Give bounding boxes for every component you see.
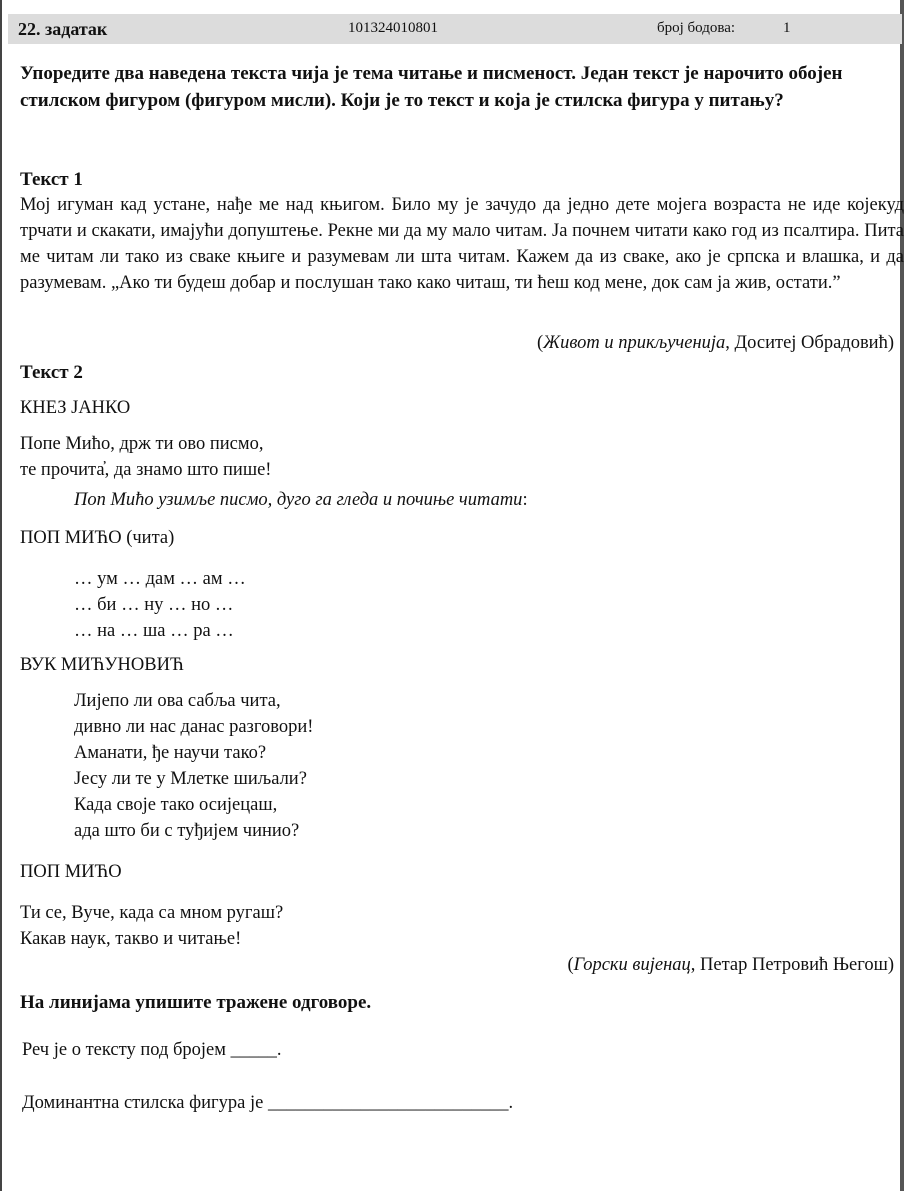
verse-line: Лијепо ли ова сабља чита, — [74, 691, 281, 711]
answer2-prefix: Доминантна стилска фигура је — [22, 1093, 264, 1113]
speaker3-lines — [74, 688, 313, 844]
verse-line: … на … ша … ра … — [74, 621, 234, 641]
speaker-pop-mico-reading: ПОП МИЋО (чита) — [20, 528, 175, 548]
verse-line: … ум … дам … ам … — [74, 569, 246, 589]
answer1-blank[interactable]: _____ — [230, 1040, 277, 1060]
answer1-suffix: . — [276, 1040, 282, 1060]
verse-line: Јесу ли те у Млетке шиљали? — [74, 769, 307, 789]
stage-direction — [74, 490, 528, 511]
task-header-bar — [8, 14, 902, 44]
speaker4-lines — [20, 900, 283, 952]
verse-line: Ти се, Вуче, када са мном ругаш? — [20, 903, 284, 923]
verse-line: Попе Мићо, држ ти ово писмо, — [20, 434, 264, 454]
verse-line: Када своје тако осијецаш, — [74, 795, 278, 815]
text2-source-title: Горски вијенац — [573, 955, 691, 975]
stage-direction-colon: : — [522, 490, 528, 510]
verse-line: … би … ну … но … — [74, 595, 234, 615]
answer1-prefix: Реч је о тексту под бројем — [22, 1040, 226, 1060]
points-label: број бодова: — [657, 20, 736, 36]
text2-heading: Текст 2 — [20, 362, 83, 383]
text1-heading: Текст 1 — [20, 169, 83, 190]
speaker-pop-mico: ПОП МИЋО — [20, 862, 122, 882]
speaker-knez-janko: КНЕЗ ЈАНКО — [20, 398, 131, 418]
verse-line: ада што би с туђијем чинио? — [74, 821, 300, 841]
text2-source-author: , Петар Петровић Његош) — [690, 955, 894, 975]
task-number: 22. задатак — [18, 19, 108, 39]
text1-source-title: Живот и прикљученија — [543, 333, 726, 353]
speaker1-lines — [20, 431, 271, 483]
speaker2-lines — [74, 566, 246, 644]
answer2-suffix: . — [508, 1093, 514, 1113]
answer2-blank[interactable]: __________________________ — [267, 1093, 509, 1113]
answer1-row — [22, 1040, 281, 1061]
text2-source-open: ( — [567, 955, 574, 975]
verse-line: Аманати, ђе научи тако? — [74, 743, 267, 763]
stage-direction-text: Поп Мићо узимље писмо, дуго га гледа и почиње читати — [74, 490, 523, 510]
text1-source-author: , Доситеј Обрадовић) — [725, 333, 894, 353]
text2-source — [567, 955, 894, 976]
answer2-row — [22, 1093, 513, 1114]
text1-body: Мој игуман кад устане, нађе ме над књигом. Било му је зачудо да једно дете мојега возраста не иде којекуд трчати и скакати, имајући допуштење. Рекне ми да му мало читам. Ја почнем читати како год из псалтира. Пита ме читам ли тако из сваке књиге и разумевам ли шта читам. Кажем да из сваке, ако је српска и влашка, и да разумевам. „Ако ти будеш добар и послушан тако како читаш, ти ћеш код мене, док сам ја жив, остати.” — [20, 195, 904, 293]
verse-line: Какав наук, такво и читање! — [20, 929, 242, 949]
speaker-vuk-micunovic: ВУК МИЋУНОВИЋ — [20, 655, 184, 675]
text1-source — [537, 333, 894, 354]
verse-line: те прочита̓, да знамо што пише! — [20, 460, 272, 480]
points-value: 1 — [783, 20, 791, 36]
verse-line: дивно ли нас данас разговори! — [74, 717, 314, 737]
instructions: На линијама упишите тражене одговоре. — [20, 992, 372, 1013]
question-text: Упоредите два наведена текста чија је тема читање и писменост. Један текст је нарочито обојен стилском фигуром (фигуром мисли). Који је то текст и која је стилска фигура у питању? — [20, 63, 843, 111]
task-code: 101324010801 — [348, 20, 438, 36]
text1-source-open: ( — [536, 333, 544, 353]
